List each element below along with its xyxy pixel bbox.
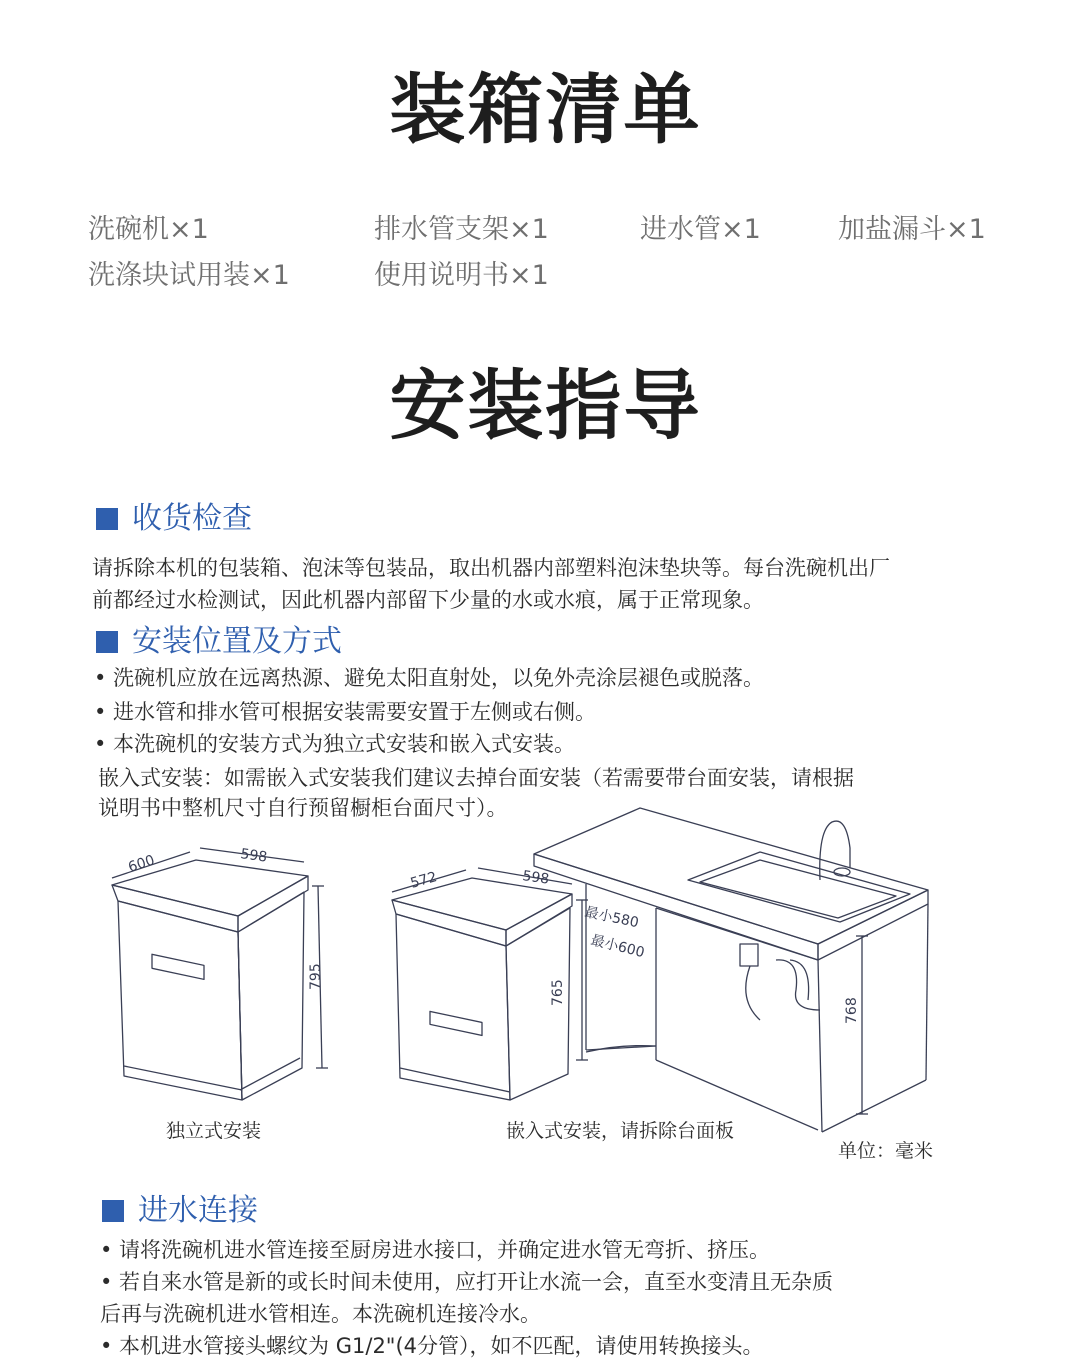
packing-item: 排水管支架×1 xyxy=(374,214,549,245)
bullet-item: 后再与洗碗机进水管相连。本洗碗机连接冷水。 xyxy=(100,1302,541,1326)
packing-item: 使用说明书×1 xyxy=(374,260,549,291)
dimension-min-600: 最小600 xyxy=(589,932,647,962)
packing-title: 装箱清单 xyxy=(389,65,702,154)
packing-item: 洗涤块试用装×1 xyxy=(88,260,290,291)
section-heading-label: 收货检查 xyxy=(132,501,252,536)
section-heading-water-inlet xyxy=(102,1193,258,1228)
packing-item: 加盐漏斗×1 xyxy=(838,214,986,245)
section-marker-icon xyxy=(96,508,118,530)
bullet-item: • 本洗碗机的安装方式为独立式安装和嵌入式安装。 xyxy=(94,732,576,756)
section-marker-icon xyxy=(102,1200,124,1222)
section-heading-location xyxy=(96,624,342,659)
bullet-item: • 洗碗机应放在远离热源、避免太阳直射处，以免外壳涂层褪色或脱落。 xyxy=(94,666,765,690)
built-in-dishwasher-illustration xyxy=(392,868,588,1100)
packing-item: 洗碗机×1 xyxy=(88,214,209,245)
caption-built-in: 嵌入式安装，请拆除台面板 xyxy=(506,1120,735,1142)
bullet-item: • 本机进水管接头螺纹为 G1/2"(4分管），如不匹配，请使用转换接头。 xyxy=(100,1334,764,1358)
dimension-depth-built: 572 xyxy=(408,869,439,892)
bullet-item: • 进水管和排水管可根据安装需要安置于左侧或右侧。 xyxy=(94,700,597,724)
bullet-item: • 请将洗碗机进水管连接至厨房进水接口，并确定进水管无弯折、挤压。 xyxy=(100,1238,771,1262)
dimension-height-built: 765 xyxy=(550,979,566,1006)
install-title: 安装指导 xyxy=(389,361,702,450)
section-heading-inspection xyxy=(96,501,252,536)
paragraph: 说明书中整机尺寸自行预留橱柜台面尺寸）。 xyxy=(98,796,508,820)
dimension-height-free: 795 xyxy=(308,963,324,990)
kitchen-cabinet-illustration xyxy=(534,808,928,1132)
unit-label: 单位：毫米 xyxy=(838,1140,934,1162)
bullet-item: • 若自来水管是新的或长时间未使用，应打开让水流一会，直至水变清且无杂质 xyxy=(100,1270,834,1294)
section-marker-icon xyxy=(96,631,118,653)
dimension-min-580: 最小580 xyxy=(583,904,641,932)
paragraph: 请拆除本机的包装箱、泡沫等包装品，取出机器内部塑料泡沫垫块等。每台洗碗机出厂 xyxy=(92,556,890,580)
freestanding-dishwasher-illustration xyxy=(112,848,328,1100)
paragraph: 前都经过水检测试，因此机器内部留下少量的水或水痕，属于正常现象。 xyxy=(92,588,764,612)
dimension-depth-free: 600 xyxy=(126,852,157,876)
dimension-width-free: 598 xyxy=(239,846,269,866)
paragraph: 嵌入式安装：如需嵌入式安装我们建议去掉台面安装（若需要带台面安装，请根据 xyxy=(98,766,854,790)
section-heading-label: 进水连接 xyxy=(138,1193,258,1228)
dimension-width-built: 598 xyxy=(521,868,551,888)
packing-item: 进水管×1 xyxy=(640,214,761,245)
caption-freestanding: 独立式安装 xyxy=(166,1120,262,1142)
dimension-cabinet-height: 768 xyxy=(844,997,860,1024)
section-heading-label: 安装位置及方式 xyxy=(132,624,342,659)
